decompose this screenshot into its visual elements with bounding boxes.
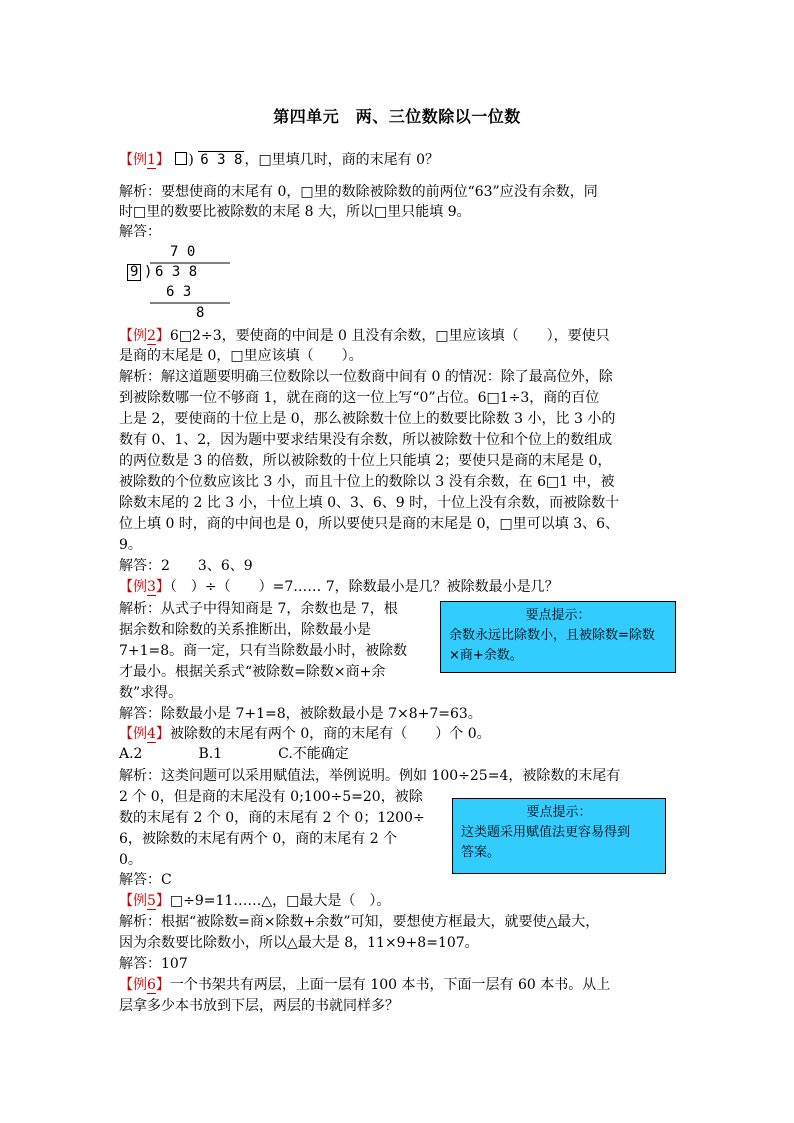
example-2-analysis-line-7: 除数末尾的 2 比 3 小，十位上填 0、3、6、9 时，十位上没有余数，而被除数十 (119, 495, 620, 511)
example-2-tag: 【例2】 (119, 328, 170, 344)
example-4-options: A.2 B.1 C.不能确定 (119, 746, 349, 762)
example-5-answer: 解答：107 (119, 956, 188, 972)
blank-box-icon (175, 152, 187, 165)
example-6-question-line-1: 【例6】一个书架共有两层，上面一层有 100 本书，下面一层有 60 本书。从上 (119, 977, 611, 993)
example-1-question (119, 150, 439, 170)
example-1-analysis-line-2: 时□里的数要比被除数的末尾 8 大，所以□里只能填 9。 (119, 204, 471, 220)
example-3-analysis-line-1: 解析：从式子中得知商是 7，余数也是 7，根 (119, 601, 398, 617)
example-3-answer: 解答：除数最小是 7+1=8，被除数最小是 7×8+7=63。 (119, 706, 482, 722)
example-2-answer: 解答：2 3、6、9 (119, 558, 253, 574)
example-3-analysis-line-2: 据余数和除数的关系推断出，除数最小是 (119, 622, 371, 638)
example-6-tag: 【例6】 (119, 977, 170, 993)
example-1-tag: 【例1】 (119, 152, 170, 168)
example-5-analysis-line-2: 因为余数要比除数小，所以△最大是 8，11×9+8=107。 (119, 935, 479, 951)
tip-line-2: 答案。 (461, 845, 501, 860)
example-2-analysis-line-6: 被除数的个位数应该比 3 小，而且十位上的数除以 3 没有余数，在 6□1 中，被 (119, 474, 615, 490)
example-4-analysis-line-5: 0。 (119, 852, 142, 868)
tip-line-1: 这类题采用赋值法更容易得到 (461, 825, 631, 840)
long-division-quotient: 7 0 (170, 244, 196, 260)
example-3-analysis-line-4: 才最小。根据关系式“被除数=除数×商+余 (119, 664, 386, 680)
example-2-question-line-1: 【例2】6□2÷3，要使商的中间是 0 且没有余数，□里应该填（ ），要使只 (119, 328, 610, 344)
long-division-divisor: 9 (127, 264, 141, 281)
example-3-question: 【例3】（ ）÷（ ）=7…… 7，除数最小是几？被除数最小是几？ (119, 579, 559, 595)
long-division-dividend: 6 3 8 (155, 264, 198, 280)
example-2-analysis-line-4: 数有 0、1、2，因为题中要求结果没有余数，所以被除数十位和个位上的数组成 (119, 432, 613, 448)
tip-title: 要点提示： (526, 805, 592, 820)
example-1-dividend: 6 3 8 (200, 152, 243, 168)
tip-line-1: 余数永远比除数小，且被除数=除数 (449, 628, 655, 643)
example-2-analysis-line-8: 位上填 0 时，商的中间也是 0，所以要使只是商的末尾是 0，□里可以填 3、6、 (119, 516, 620, 532)
page-title: 第四单元 两、三位数除以一位数 (273, 107, 521, 126)
tip-line-2: ×商+余数。 (449, 648, 523, 663)
example-2-analysis-line-9: 9。 (119, 537, 142, 553)
example-2-analysis-line-1: 解析：解这道题要明确三位数除以一位数商中间有 0 的情况：除了最高位外，除 (119, 369, 613, 385)
division-bracket-icon: ) (144, 264, 153, 280)
long-division-remainder: 8 (196, 305, 205, 321)
example-3-analysis-line-3: 7+1=8。商一定，只有当除数最小时，被除数 (119, 643, 408, 659)
example-2-question-line-2: 是商的末尾是 0，□里应该填（ ）。 (119, 348, 363, 364)
example-3-tag: 【例3】 (119, 579, 170, 595)
example-1-analysis-line-1: 解析：要想使商的末尾有 0，□里的数除被除数的前两位“63”应没有余数，同 (119, 184, 598, 200)
example-4-analysis-line-4: 6，被除数的末尾有两个 0，商的末尾有 2 个 (119, 831, 398, 847)
example-1-answer-label: 解答： (119, 224, 161, 240)
example-3-tip-box (440, 601, 676, 673)
example-4-answer: 解答：C (119, 872, 172, 888)
long-division-lines (0, 0, 1, 1)
example-1-question-text: ，□里填几时，商的末尾有 0？ (244, 152, 440, 168)
example-5-analysis-line-1: 解析：根据“被除数=商×除数+余数”可知，要想使方框最大，就要使△最大， (119, 914, 600, 930)
example-5-question: 【例5】□÷9=11……△，□最大是（ ）。 (119, 893, 391, 909)
tip-title: 要点提示： (525, 608, 591, 623)
division-bracket-icon: ) (188, 152, 194, 168)
example-4-analysis-line-1: 解析：这类问题可以采用赋值法，举例说明。例如 100÷25=4，被除数的末尾有 (119, 768, 621, 784)
example-2-analysis-line-5: 的两位数是 3 的倍数，所以被除数的十位上只能填 2；要使只是商的末尾是 0， (119, 453, 612, 469)
example-4-analysis-line-2: 2 个 0，但是商的末尾没有 0;100÷5=20，被除 (119, 789, 423, 805)
example-2-analysis-line-2: 到被除数哪一位不够商 1，就在商的这一位上写“0”占位。6□1÷3，商的百位 (119, 390, 600, 406)
example-4-analysis-line-3: 数的末尾有 2 个 0，商的末尾有 2 个 0；1200÷ (119, 810, 425, 826)
example-3-analysis-line-5: 数”求得。 (119, 685, 183, 701)
long-division-subtrahend: 6 3 (166, 284, 192, 300)
example-4-tag: 【例4】 (119, 726, 170, 742)
example-4-tip-box (452, 798, 666, 874)
example-5-tag: 【例5】 (119, 893, 170, 909)
example-6-question-line-2: 层拿多少本书放到下层，两层的书就同样多？ (119, 998, 399, 1014)
example-4-question: 【例4】被除数的末尾有两个 0，商的末尾有（ ）个 0。 (119, 726, 491, 742)
example-2-analysis-line-3: 上是 2，要使商的十位上是 0，那么被除数十位上的数要比除数 3 小，比 3 小的 (119, 411, 616, 427)
